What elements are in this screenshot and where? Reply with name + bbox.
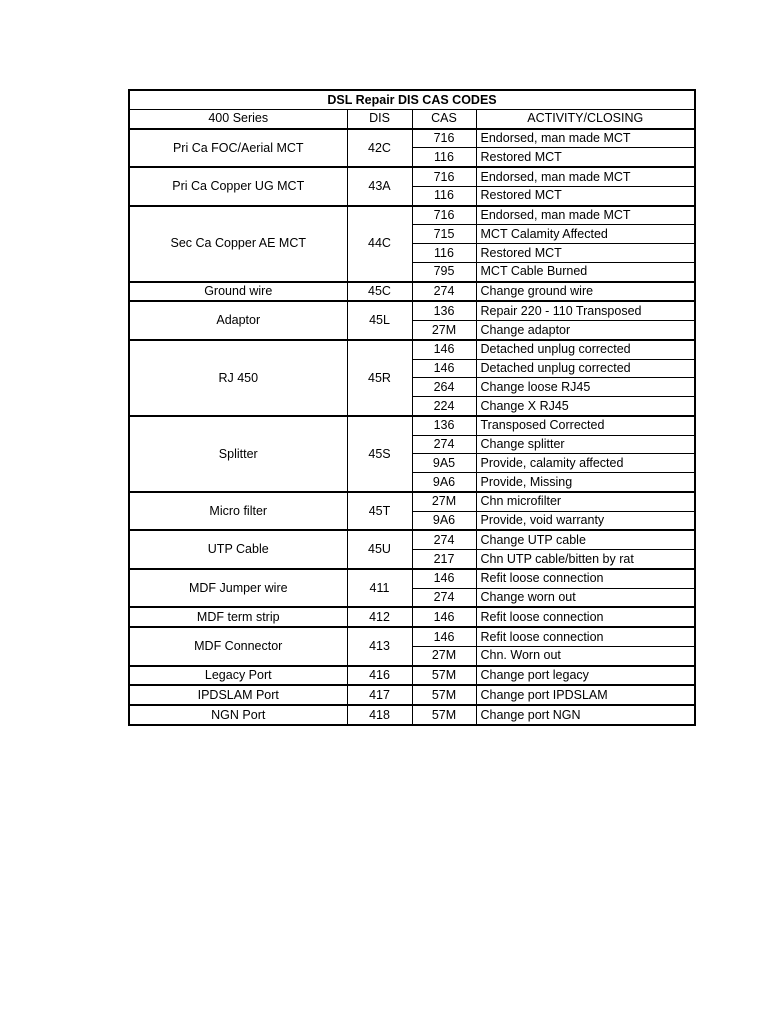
series-cell: Pri Ca Copper UG MCT	[129, 167, 347, 206]
dis-cell: 45L	[347, 301, 412, 340]
activity-cell: MCT Cable Burned	[476, 262, 695, 281]
cas-cell: 27M	[412, 646, 476, 665]
cas-cell: 715	[412, 225, 476, 244]
cas-cell: 27M	[412, 321, 476, 340]
cas-cell: 57M	[412, 705, 476, 725]
activity-cell: Change port IPDSLAM	[476, 685, 695, 705]
series-cell: Micro filter	[129, 492, 347, 531]
cas-cell: 9A6	[412, 473, 476, 492]
dis-cell: 42C	[347, 129, 412, 168]
cas-cell: 716	[412, 129, 476, 148]
cas-cell: 116	[412, 244, 476, 263]
series-cell: RJ 450	[129, 340, 347, 416]
series-cell: MDF term strip	[129, 607, 347, 627]
dis-cell: 45S	[347, 416, 412, 492]
series-cell: Adaptor	[129, 301, 347, 340]
cas-cell: 716	[412, 206, 476, 225]
cas-cell: 146	[412, 340, 476, 359]
dis-cell: 44C	[347, 206, 412, 282]
activity-cell: Change adaptor	[476, 321, 695, 340]
table-row	[129, 530, 695, 549]
activity-cell: Chn UTP cable/bitten by rat	[476, 550, 695, 569]
header-dis: DIS	[347, 109, 412, 128]
activity-cell: Refit loose connection	[476, 607, 695, 627]
series-cell: Pri Ca FOC/Aerial MCT	[129, 129, 347, 168]
activity-cell: Provide, Missing	[476, 473, 695, 492]
cas-cell: 146	[412, 359, 476, 378]
series-cell: NGN Port	[129, 705, 347, 725]
dis-cell: 416	[347, 666, 412, 686]
cas-cell: 27M	[412, 492, 476, 511]
cas-cell: 795	[412, 262, 476, 281]
table-row	[129, 607, 695, 627]
dis-cell: 411	[347, 569, 412, 608]
table-title: DSL Repair DIS CAS CODES	[129, 90, 695, 109]
series-cell: Legacy Port	[129, 666, 347, 686]
cas-cell: 116	[412, 148, 476, 167]
cas-cell: 116	[412, 186, 476, 205]
series-cell: Sec Ca Copper AE MCT	[129, 206, 347, 282]
cas-cell: 274	[412, 530, 476, 549]
table-row	[129, 282, 695, 302]
activity-cell: Endorsed, man made MCT	[476, 129, 695, 148]
header-400-series: 400 Series	[129, 109, 347, 128]
table-row	[129, 705, 695, 725]
activity-cell: Change port legacy	[476, 666, 695, 686]
dis-cell: 412	[347, 607, 412, 627]
table-row	[129, 492, 695, 511]
table-row	[129, 666, 695, 686]
series-cell: IPDSLAM Port	[129, 685, 347, 705]
cas-cell: 146	[412, 569, 476, 588]
activity-cell: Repair 220 - 110 Transposed	[476, 301, 695, 320]
dis-cell: 43A	[347, 167, 412, 206]
series-cell: MDF Jumper wire	[129, 569, 347, 608]
activity-cell: Detached unplug corrected	[476, 359, 695, 378]
table-row	[129, 416, 695, 435]
cas-cell: 136	[412, 416, 476, 435]
activity-cell: MCT Calamity Affected	[476, 225, 695, 244]
dis-cell: 45U	[347, 530, 412, 569]
cas-cell: 9A5	[412, 454, 476, 473]
activity-cell: Detached unplug corrected	[476, 340, 695, 359]
dis-cell: 45T	[347, 492, 412, 531]
activity-cell: Chn. Worn out	[476, 646, 695, 665]
cas-cell: 57M	[412, 666, 476, 686]
dis-cell: 413	[347, 627, 412, 666]
table-row	[129, 685, 695, 705]
dis-cell: 45R	[347, 340, 412, 416]
dis-cell: 417	[347, 685, 412, 705]
table-row	[129, 627, 695, 646]
cas-cell: 274	[412, 282, 476, 302]
activity-cell: Change ground wire	[476, 282, 695, 302]
cas-cell: 57M	[412, 685, 476, 705]
series-cell: Splitter	[129, 416, 347, 492]
activity-cell: Change port NGN	[476, 705, 695, 725]
dis-cell: 418	[347, 705, 412, 725]
activity-cell: Endorsed, man made MCT	[476, 167, 695, 186]
header-activity-closing: ACTIVITY/CLOSING	[476, 109, 695, 128]
activity-cell: Provide, void warranty	[476, 511, 695, 530]
dsl-repair-codes-table	[128, 89, 696, 726]
series-cell: Ground wire	[129, 282, 347, 302]
cas-cell: 9A6	[412, 511, 476, 530]
activity-cell: Refit loose connection	[476, 569, 695, 588]
series-cell: UTP Cable	[129, 530, 347, 569]
table-row	[129, 569, 695, 588]
cas-cell: 274	[412, 435, 476, 454]
activity-cell: Provide, calamity affected	[476, 454, 695, 473]
activity-cell: Restored MCT	[476, 186, 695, 205]
cas-cell: 146	[412, 627, 476, 646]
activity-cell: Transposed Corrected	[476, 416, 695, 435]
activity-cell: Change UTP cable	[476, 530, 695, 549]
activity-cell: Restored MCT	[476, 244, 695, 263]
cas-cell: 217	[412, 550, 476, 569]
cas-cell: 146	[412, 607, 476, 627]
activity-cell: Chn microfilter	[476, 492, 695, 511]
activity-cell: Endorsed, man made MCT	[476, 206, 695, 225]
table-row	[129, 340, 695, 359]
table-row	[129, 206, 695, 225]
activity-cell: Restored MCT	[476, 148, 695, 167]
activity-cell: Change worn out	[476, 588, 695, 607]
activity-cell: Change splitter	[476, 435, 695, 454]
activity-cell: Change loose RJ45	[476, 378, 695, 397]
cas-cell: 264	[412, 378, 476, 397]
header-cas: CAS	[412, 109, 476, 128]
cas-cell: 716	[412, 167, 476, 186]
series-cell: MDF Connector	[129, 627, 347, 666]
table-row	[129, 301, 695, 320]
activity-cell: Refit loose connection	[476, 627, 695, 646]
dis-cell: 45C	[347, 282, 412, 302]
table-row	[129, 167, 695, 186]
cas-cell: 224	[412, 397, 476, 416]
cas-cell: 136	[412, 301, 476, 320]
table-body	[129, 129, 695, 725]
activity-cell: Change X RJ45	[476, 397, 695, 416]
cas-cell: 274	[412, 588, 476, 607]
table-row	[129, 129, 695, 148]
